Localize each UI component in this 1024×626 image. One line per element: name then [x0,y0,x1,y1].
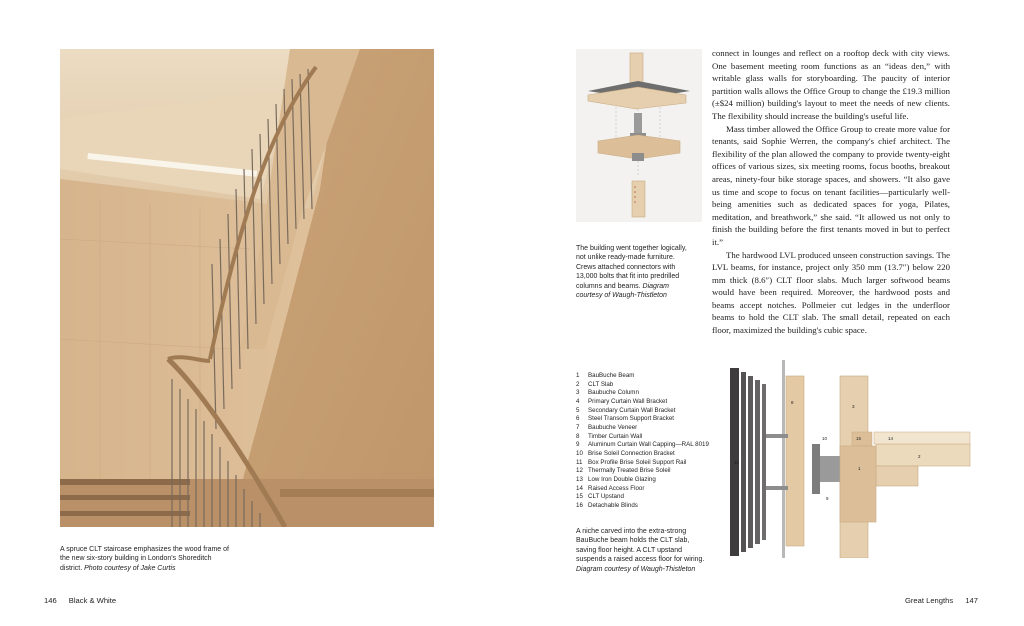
legend-label: Aluminum Curtain Wall Capping—RAL 8019 [588,441,709,449]
legend-item [576,467,726,476]
diagram-label: 3 [852,404,855,409]
diagram-label: 11 [734,460,739,465]
legend-label: Raised Access Floor [588,484,645,492]
legend-item [576,476,726,485]
legend-label: Low Iron Double Glazing [588,475,656,483]
beam-section-diagram [728,360,972,558]
legend-number: 7 [576,423,580,431]
legend-label: Brise Soleil Connection Bracket [588,449,675,457]
top-diagram-caption-text: The building went together logically, not unlike ready-made furniture. Crews attached connectors with 13,000 bolts that fit into predrilled columns and beams. [576,245,687,290]
legend-label: Timber Curtain Wall [588,432,643,440]
photo-caption-credit: Photo courtesy of Jake Curtis [84,564,176,572]
legend-item [576,433,726,442]
legend-number: 3 [576,389,580,397]
legend-number: 16 [576,501,583,509]
legend-item [576,459,726,468]
diagram-label: 15 [856,436,862,441]
left-footer [44,596,116,605]
legend-item [576,415,726,424]
legend-item [576,381,726,390]
bottom-diagram-caption-text: A niche carved into the extra-strong BauBuche beam holds the CLT slab, saving floor height. A CLT upstand suspends a raised access floor for wiring. [576,528,705,564]
legend-item [576,441,726,450]
legend-label: Primary Curtain Wall Bracket [588,397,668,405]
diagram-label: 8 [791,400,794,405]
photo-caption-text: A spruce CLT staircase emphasizes the wood frame of the new six-story building in London's Shoreditch district. [60,546,229,572]
legend-label: CLT Upstand [588,493,624,501]
legend-label: Baubuche Column [588,389,639,397]
legend-number: 6 [576,415,580,423]
diagram-label: 10 [822,436,828,441]
body-paragraph-2: Mass timber allowed the Office Group to create more value for tenants, said Sophie Werren, the company's chief architect. The flexibility of the plan allowed the company to provide twenty-eight offices of various sizes, six meeting rooms, focus booths, breakout areas, ninety-four bike storage spaces, and showers. “It also gave us time and scope to focus on tenant facilities—particularly well-being amenities such as dedicated spaces for yoga, Pilates, meditation, and breathwork,” she said. “It allowed us not only to finish the building before the first tenants moved in but to perfect it.” [712,123,950,247]
body-paragraph-3: The hardwood LVL produced unseen construction savings. The LVL beams, for instance, project only 350 mm (13.7″) below 220 mm thick (8.6″) CLT floor slabs. Much larger softwood beams would have been required. Moreover, the hardwood posts and beams accept notches. Pollmeier cut ledges in the underfloor beams to hold the CLT slab. The small detail, repeated on each floor, maximized the building's cubic space. [712,249,950,336]
legend-number: 13 [576,475,583,483]
legend-number: 14 [576,484,583,492]
left-page-number: 146 [44,596,57,605]
diagram-legend [576,372,726,511]
legend-number: 12 [576,467,583,475]
legend-label: Thermally Treated Brise Soleil [588,467,671,475]
legend-item [576,424,726,433]
body-paragraph-1: connect in lounges and reflect on a rooftop deck with city views. One basement meeting room functions as an “ideas den,” with writable glass walls for storyboarding. The paucity of interior partition walls allows the Office Group to change the £19.3 million (±$24 million) building's layout to meet the needs of new clients. The flexibility should increase the building's useful life. [712,48,950,121]
legend-label: Secondary Curtain Wall Bracket [588,406,676,414]
legend-item [576,389,726,398]
diagram-label: 2 [918,454,921,459]
staircase-photo [60,49,434,527]
legend-label: Steel Transom Support Bracket [588,415,674,423]
legend-label: BauBuche Beam [588,372,635,379]
left-section-title: Black & White [68,596,117,605]
diagram-label: 9 [826,496,829,501]
diagram-label: 14 [888,436,894,441]
right-section-title: Great Lengths [905,596,954,605]
bottom-diagram-caption-credit: Diagram courtesy of Waugh-Thistleton [576,565,696,573]
legend-item [576,493,726,502]
legend-label: Detachable Blinds [588,501,638,509]
right-footer [905,596,978,605]
legend-number: 5 [576,406,580,414]
legend-item [576,502,726,511]
legend-item [576,407,726,416]
bottom-diagram-caption [576,527,706,574]
body-text [712,47,950,337]
right-page-number: 147 [965,596,978,605]
top-diagram-caption-credit: Diagram courtesy of Waugh-Thistleton [576,282,669,300]
top-diagram-caption [576,244,696,300]
legend-number: 15 [576,493,583,501]
exploded-connection-diagram [576,49,702,222]
legend-number: 1 [576,372,580,379]
legend-number: 11 [576,458,583,466]
legend-label: CLT Slab [588,380,614,388]
legend-number: 9 [576,441,580,449]
diagram-label: 1 [858,466,861,471]
legend-number: 8 [576,432,580,440]
legend-item [576,372,726,381]
photo-caption [60,545,230,573]
legend-number: 4 [576,397,580,405]
legend-number: 2 [576,380,580,388]
legend-number: 10 [576,449,583,457]
legend-label: Box Profile Brise Soleil Support Rail [588,458,687,466]
legend-item [576,398,726,407]
legend-label: Baubuche Veneer [588,423,638,431]
legend-item [576,485,726,494]
legend-item [576,450,726,459]
